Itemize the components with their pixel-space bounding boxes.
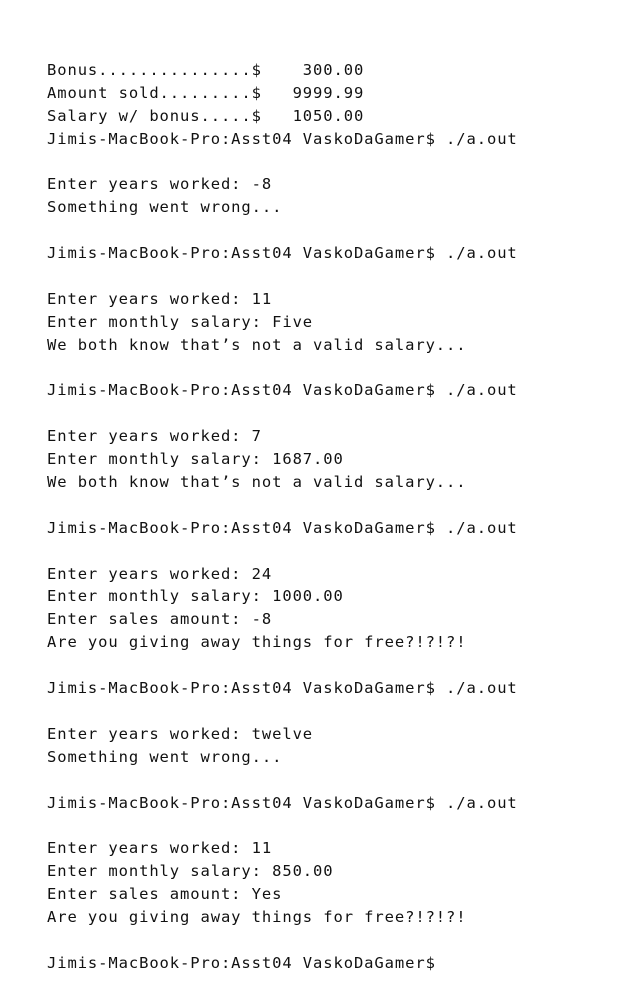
- terminal-prompt-line: Jimis-MacBook-Pro:Asst04 VaskoDaGamer$ ./a.out: [47, 679, 518, 698]
- terminal-blank-line: [47, 494, 627, 517]
- terminal-line: Enter sales amount: Yes: [47, 885, 283, 904]
- terminal-line: Enter years worked: 11: [47, 839, 273, 858]
- terminal-line: Amount sold.........$ 9999.99: [47, 83, 365, 102]
- terminal-prompt-line: Jimis-MacBook-Pro:Asst04 VaskoDaGamer$ ./a.out: [47, 129, 518, 148]
- terminal-blank-line: [47, 700, 627, 723]
- terminal-blank-line: [47, 929, 627, 952]
- terminal-line: Enter years worked: -8: [47, 175, 273, 194]
- terminal-prompt-line: Jimis-MacBook-Pro:Asst04 VaskoDaGamer$ ./a.out: [47, 244, 518, 263]
- terminal-prompt-line: Jimis-MacBook-Pro:Asst04 VaskoDaGamer$ ./a.out: [47, 793, 518, 812]
- terminal-blank-line: [47, 654, 627, 677]
- terminal-line: Enter years worked: 11: [47, 289, 273, 308]
- terminal-blank-line: [47, 814, 627, 837]
- terminal-line: Enter sales amount: -8: [47, 610, 273, 629]
- terminal-blank-line: [47, 265, 627, 288]
- terminal-line: Salary w/ bonus.....$ 1050.00: [47, 106, 365, 125]
- terminal-line: Bonus...............$ 300.00: [47, 61, 365, 79]
- terminal-blank-line: [47, 540, 627, 563]
- terminal-blank-line: [47, 219, 627, 242]
- terminal-output: [47, 59, 627, 975]
- terminal-blank-line: [47, 151, 627, 174]
- terminal-line: Are you giving away things for free?!?!?!: [47, 633, 467, 652]
- terminal-blank-line: [47, 402, 627, 425]
- terminal-line: Something went wrong...: [47, 747, 283, 766]
- terminal-line: Enter years worked: 7: [47, 427, 262, 446]
- terminal-line: Are you giving away things for free?!?!?!: [47, 907, 467, 926]
- terminal-line: We both know that’s not a valid salary...: [47, 335, 467, 354]
- terminal-line: Enter monthly salary: 1687.00: [47, 450, 344, 469]
- terminal-blank-line: [47, 357, 627, 380]
- terminal-line: Enter years worked: 24: [47, 564, 273, 583]
- terminal-prompt-line: Jimis-MacBook-Pro:Asst04 VaskoDaGamer$: [47, 953, 436, 972]
- terminal-line: We both know that’s not a valid salary...: [47, 473, 467, 492]
- terminal-line: Enter monthly salary: 1000.00: [47, 587, 344, 606]
- terminal-line: Enter monthly salary: Five: [47, 312, 314, 331]
- terminal-prompt-line: Jimis-MacBook-Pro:Asst04 VaskoDaGamer$ ./a.out: [47, 518, 518, 537]
- terminal-line: Enter years worked: twelve: [47, 724, 314, 743]
- terminal-line: Enter monthly salary: 850.00: [47, 862, 334, 881]
- terminal-blank-line: [47, 769, 627, 792]
- terminal-prompt-line: Jimis-MacBook-Pro:Asst04 VaskoDaGamer$ ./a.out: [47, 381, 518, 400]
- terminal-line: Something went wrong...: [47, 198, 283, 217]
